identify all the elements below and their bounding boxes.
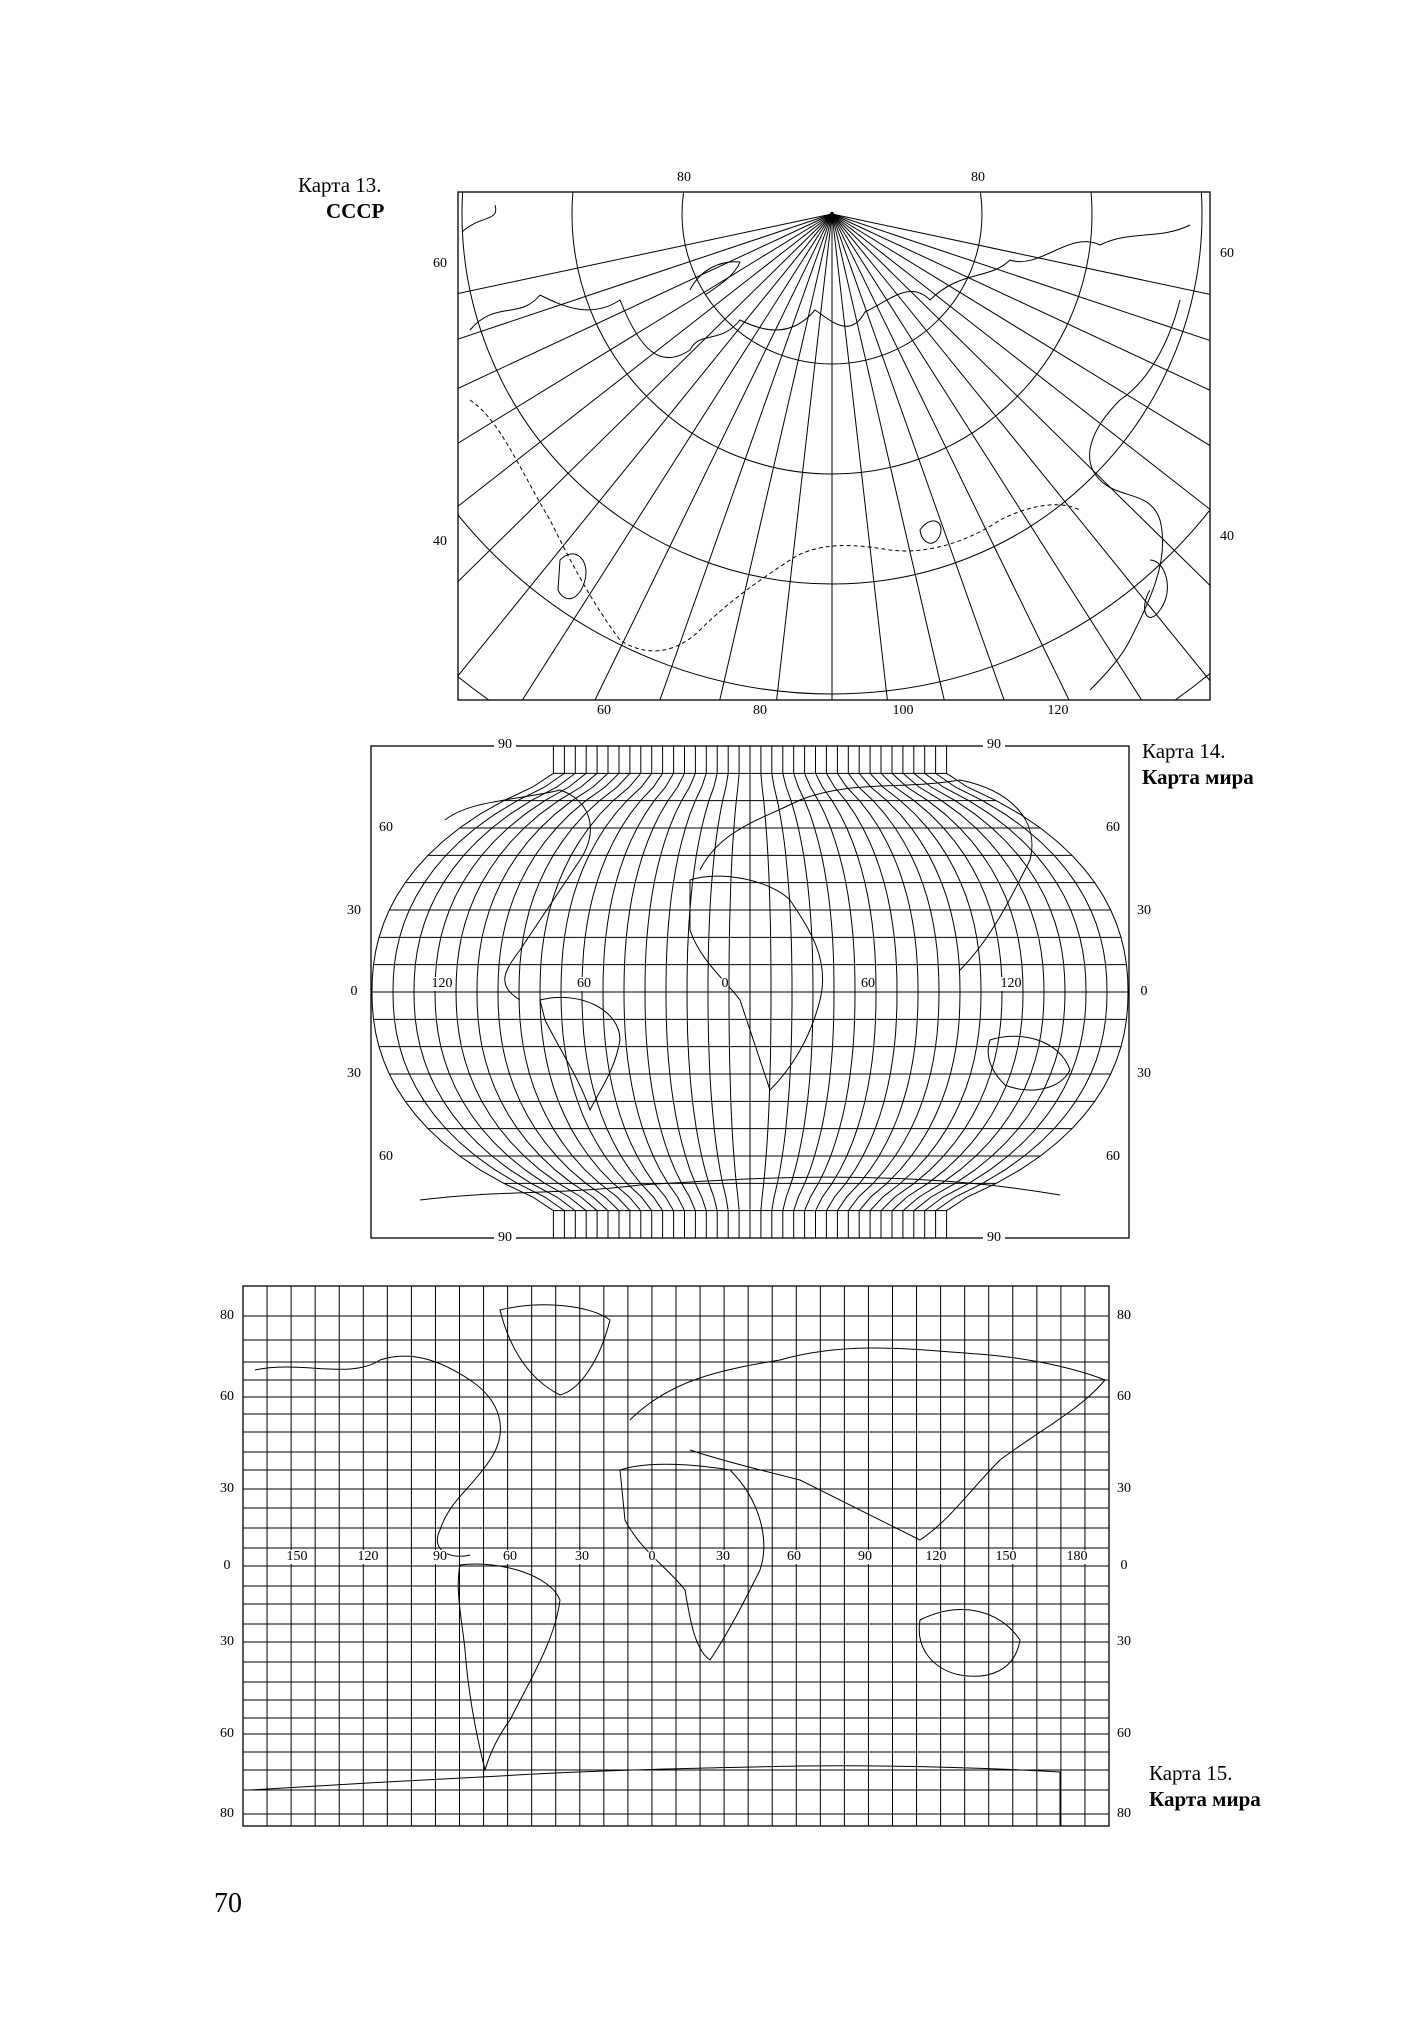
map14-caption-number: Карта 14. [1142,739,1226,763]
map14-right-label-0: 0 [1140,984,1148,999]
map14-bottom-label-90-right: 90 [983,1231,1005,1245]
map14-top-label-90-right: 90 [983,738,1005,752]
page-number: 70 [214,1888,242,1919]
map15-right-label-60s: 60 [1117,1726,1131,1741]
map13-bottom-label-120: 120 [1047,703,1069,718]
map14-right-label-30s: 30 [1137,1066,1151,1081]
map15-left-label-0: 0 [223,1558,231,1573]
map13-right-label-60: 60 [1220,246,1234,261]
map15-south-america [458,1564,560,1770]
map15-left-label-30n: 30 [220,1481,234,1496]
map15-equator-label-60e: 60 [787,1549,801,1564]
map15-right-label-30n: 30 [1117,1481,1131,1496]
map15-north-america [255,1356,500,1556]
map14-left-label-0: 0 [350,984,358,999]
map15-left-label-60n: 60 [220,1389,234,1404]
map15-equator-label-180: 180 [1066,1549,1088,1564]
map14-equator-label-120w: 120 [431,976,453,991]
map13-top-label-80-left: 80 [677,170,691,185]
map14-left-label-60s: 60 [379,1149,393,1164]
map15-equator-label-150e: 150 [995,1549,1017,1564]
map15-left-label-80n: 80 [220,1308,234,1323]
map14-equator-label-120e: 120 [1000,976,1022,991]
map15-equator-label-60w: 60 [503,1549,517,1564]
map15-equator-label-90e: 90 [858,1549,872,1564]
map13-bottom-label-100: 100 [892,703,914,718]
map15-equator-label-150w: 150 [286,1549,308,1564]
map13-bottom-label-60: 60 [597,703,611,718]
map14-equator-label-0: 0 [721,976,729,991]
map14-left-label-30s: 30 [347,1066,361,1081]
map14-right-label-60n: 60 [1106,820,1120,835]
map15-equator-label-30w: 30 [575,1549,589,1564]
map14-caption-title: Карта мира [1142,765,1254,789]
map15-equator-label-0: 0 [648,1549,656,1564]
map14-right-label-30n: 30 [1137,903,1151,918]
map15-right-label-80s: 80 [1117,1806,1131,1821]
map15-eurasia [630,1348,1105,1540]
map13-top-label-80-right: 80 [971,170,985,185]
map14-bottom-label-90-left: 90 [494,1231,516,1245]
map14-left-label-30n: 30 [347,903,361,918]
map13-bottom-label-80: 80 [753,703,767,718]
map13-caption-number: Карта 13. [298,173,382,197]
map15-equator-label-90w: 90 [433,1549,447,1564]
map13-left-label-40: 40 [433,534,447,549]
map15-greenland [500,1305,610,1395]
map15-equator-label-120e: 120 [925,1549,947,1564]
map14-right-label-60s: 60 [1106,1149,1120,1164]
map15-equator-label-120w: 120 [357,1549,379,1564]
map15-left-label-80s: 80 [220,1806,234,1821]
map15-right-label-60n: 60 [1117,1389,1131,1404]
map15-right-label-30s: 30 [1117,1634,1131,1649]
map14-left-label-60n: 60 [379,820,393,835]
map15-australia [919,1610,1020,1677]
map13-left-label-60: 60 [433,256,447,271]
map15-right-label-0: 0 [1120,1558,1128,1573]
map13-caption-title: СССР [326,199,385,223]
map13-right-label-40: 40 [1220,529,1234,544]
map15-antarctica [250,1766,1060,1826]
map15-right-label-80n: 80 [1117,1308,1131,1323]
map15-equator-label-30e: 30 [716,1549,730,1564]
map15-africa [620,1464,764,1660]
map14-top-label-90-left: 90 [494,738,516,752]
map14-equator-label-60w: 60 [577,976,591,991]
map15-caption-title: Карта мира [1149,1787,1261,1811]
map15-caption-number: Карта 15. [1149,1761,1233,1785]
map15-left-label-30s: 30 [220,1634,234,1649]
map15-left-label-60s: 60 [220,1726,234,1741]
map14-equator-label-60e: 60 [861,976,875,991]
